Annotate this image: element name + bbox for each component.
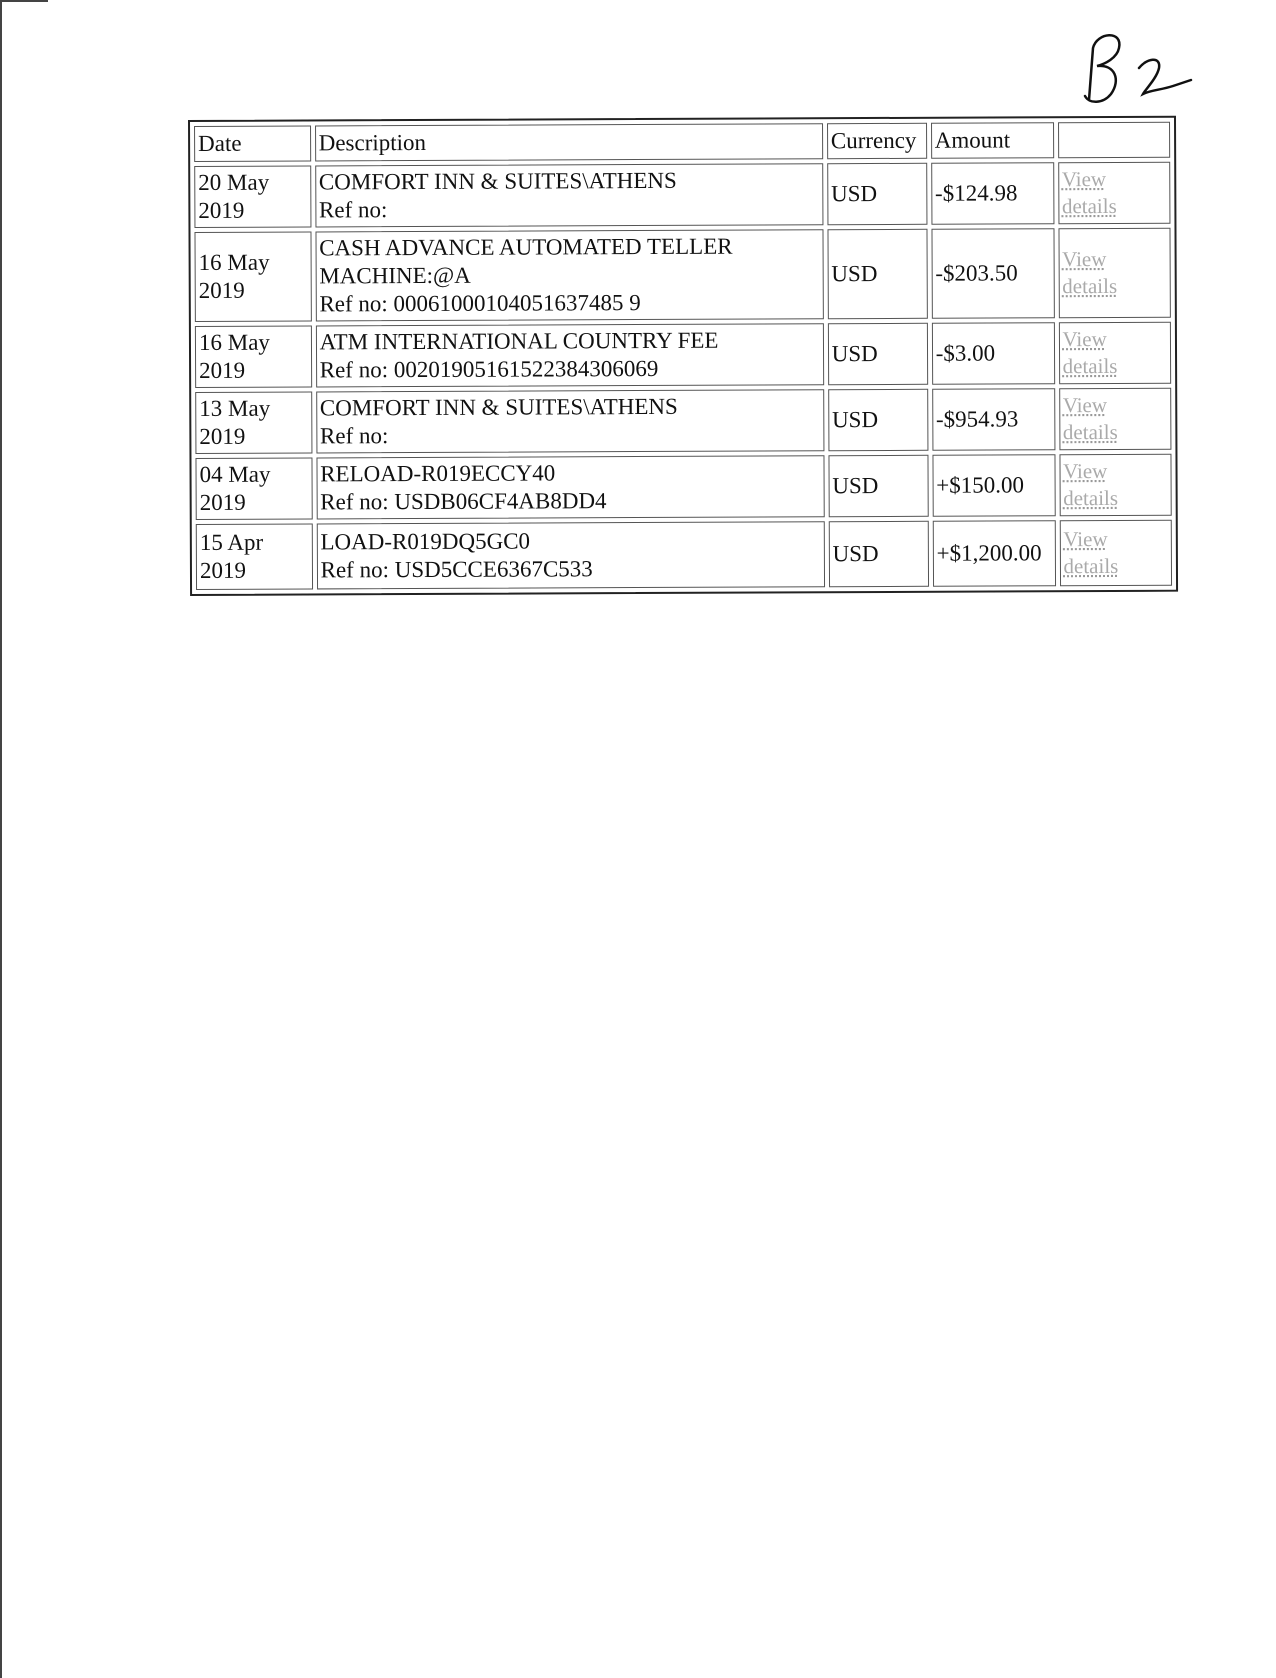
description-cell [316,389,824,453]
currency-cell: USD [827,229,927,319]
date-text: 2019 [198,277,245,303]
view-details-link[interactable] [1062,246,1167,300]
description-cell [315,163,823,227]
view-details-cell [1059,454,1172,516]
date-text: 13 May [199,395,271,421]
view-details-cell [1059,520,1172,586]
date-cell [194,165,311,228]
handwritten-mark-b2 [1075,28,1205,108]
view-details-cell [1059,388,1172,450]
table-row [194,162,1170,228]
view-details-link[interactable] [1062,166,1167,220]
date-cell [194,231,311,322]
description-text: COMFORT INN & SUITES\ATHENS [319,393,678,421]
description-text: ATM INTERNATIONAL COUNTRY FEE [319,327,719,355]
description-cell [316,521,824,589]
date-cell [196,523,313,590]
view-details-label: details [1061,193,1117,219]
amount-cell: -$124.98 [931,162,1054,225]
header-amount: Amount [931,122,1054,159]
amount-cell: -$203.50 [931,228,1054,319]
description-cell [316,323,824,387]
date-text: 2019 [198,197,245,223]
reference-text: Ref no: 00201905161522384306069 [319,355,659,383]
view-details-label: details [1062,419,1118,445]
view-details-label: details [1063,553,1119,579]
reference-text: Ref no: USD5CCE6367C533 [320,556,593,583]
currency-cell: USD [828,323,928,385]
currency-cell: USD [828,389,928,451]
currency-cell: USD [828,455,928,517]
header-description: Description [315,123,823,161]
view-details-link[interactable] [1063,526,1168,580]
description-text: CASH ADVANCE AUTOMATED TELLER [319,233,733,261]
reference-text: Ref no: [318,197,388,223]
date-cell [195,391,312,454]
table-row [195,388,1171,454]
date-text: 2019 [199,357,246,383]
view-details-label: View [1063,526,1108,552]
view-details-cell [1058,228,1171,318]
table-header-row [194,122,1170,162]
currency-cell: USD [828,521,928,587]
view-details-label: View [1062,246,1107,272]
description-cell [316,455,824,519]
view-details-label: View [1062,392,1108,418]
amount-cell: -$954.93 [932,388,1055,451]
description-text: MACHINE:@A [319,262,471,289]
view-details-label: View [1062,326,1107,352]
reference-text: Ref no: [319,423,389,449]
currency-cell: USD [827,163,927,225]
date-text: 20 May [198,169,270,195]
date-text: 15 Apr [199,529,264,555]
transactions-table [188,116,1178,596]
amount-cell: +$150.00 [932,454,1055,517]
amount-cell: +$1,200.00 [932,520,1055,587]
header-currency: Currency [827,123,927,159]
date-text: 04 May [199,461,271,487]
description-text: COMFORT INN & SUITES\ATHENS [318,167,677,195]
view-details-label: View [1063,458,1108,484]
scan-edge [0,0,2,1678]
view-details-cell [1058,322,1171,384]
view-details-label: details [1062,273,1118,299]
view-details-label: details [1062,353,1118,379]
date-text: 16 May [198,329,270,355]
view-details-label: details [1063,485,1119,511]
view-details-link[interactable] [1062,326,1167,380]
table-row [195,454,1171,520]
date-cell [195,325,312,388]
scan-edge-top [0,0,48,2]
view-details-label: View [1061,166,1107,192]
table-row [196,520,1172,590]
header-date: Date [194,125,311,162]
reference-text: Ref no: USDB06CF4AB8DD4 [320,488,607,515]
date-text: 2019 [199,557,247,583]
date-cell [195,457,312,520]
date-text: 2019 [199,489,246,515]
view-details-cell [1058,162,1171,224]
description-text: RELOAD-R019ECCY40 [320,460,556,487]
reference-text: Ref no: 00061000104051637485 9 [319,290,641,317]
description-text: LOAD-R019DQ5GC0 [320,528,531,555]
date-text: 16 May [198,249,270,275]
amount-cell: -$3.00 [932,322,1055,385]
view-details-link[interactable] [1063,458,1168,512]
date-text: 2019 [199,423,246,449]
table-row [194,228,1170,322]
view-details-link[interactable] [1063,392,1168,446]
table-row [195,322,1171,388]
header-actions [1058,122,1171,158]
description-cell [315,229,823,321]
